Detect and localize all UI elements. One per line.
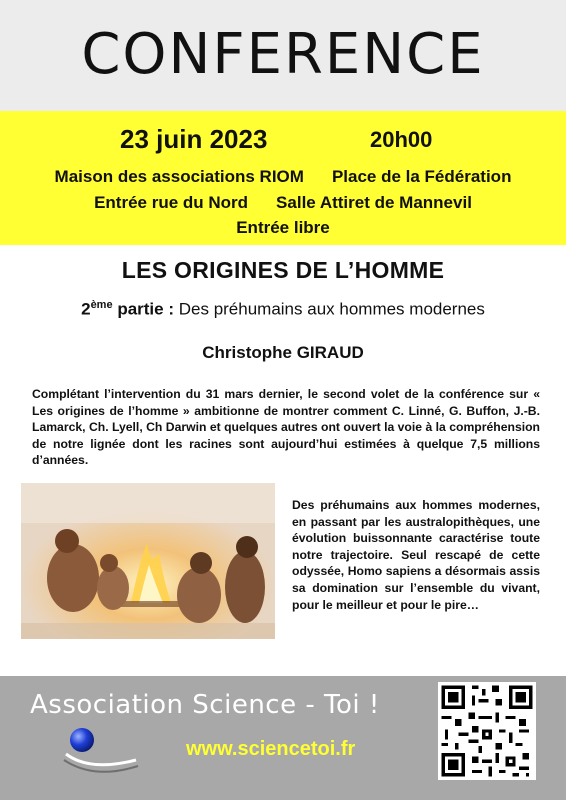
- association-name: Association Science - Toi !: [30, 690, 380, 720]
- prehistoric-fire-scene-illustration: [21, 483, 275, 639]
- speaker-name: Christophe GIRAUD: [202, 343, 364, 362]
- talk-subtitle-line: [0, 299, 566, 320]
- talk-subtitle: Des préhumains aux hommes modernes: [178, 299, 485, 319]
- admission: Entrée libre: [236, 218, 330, 237]
- event-time: 20h00: [370, 127, 433, 152]
- talk-title: LES ORIGINES DE L’HOMME: [121, 257, 445, 283]
- admission-line: [0, 217, 566, 239]
- conference-title: CONFERENCE: [81, 22, 485, 87]
- website-link[interactable]: www.sciencetoi.fr: [186, 738, 356, 760]
- part-label: partie :: [112, 299, 174, 319]
- date-time-line: [0, 124, 566, 158]
- entrance-line: [0, 192, 566, 214]
- blue-sphere-logo-icon: [60, 724, 140, 784]
- venue-place: Place de la Fédération: [331, 167, 512, 186]
- part-number: 2: [81, 299, 91, 319]
- venue-line: [0, 166, 566, 188]
- qr-code-icon[interactable]: [438, 682, 536, 780]
- room: Salle Attiret de Mannevil: [276, 193, 472, 212]
- intro-paragraph: Complétant l’intervention du 31 mars dernier, le second volet de la conférence sur « Les origines de l’homme » ambitionne de montrer comment C. Linné, G. Buffon, J.-B. Lamarck, Ch. Lyell, Ch Darwin et quelques autres ont ouvert la voie à la compréhension de notre lignée dont les racines sont aujourd’hui estimées à quelque 7,5 millions d’années.: [32, 387, 540, 468]
- entrance: Entrée rue du Nord: [94, 193, 249, 212]
- venue: Maison des associations RIOM: [54, 167, 304, 186]
- part-suffix: ème: [90, 299, 113, 311]
- event-date: 23 juin 2023: [120, 124, 268, 154]
- side-paragraph: Des préhumains aux hommes modernes, en passant par les australopithèques, une évolution buissonnante caractérise toute notre trajectoire. Seul rescapé de cette odyssée, Homo sapiens a désormais assis sa domination sur l’ensemble du vivant, pour le meilleur et pour le pire…: [292, 498, 540, 612]
